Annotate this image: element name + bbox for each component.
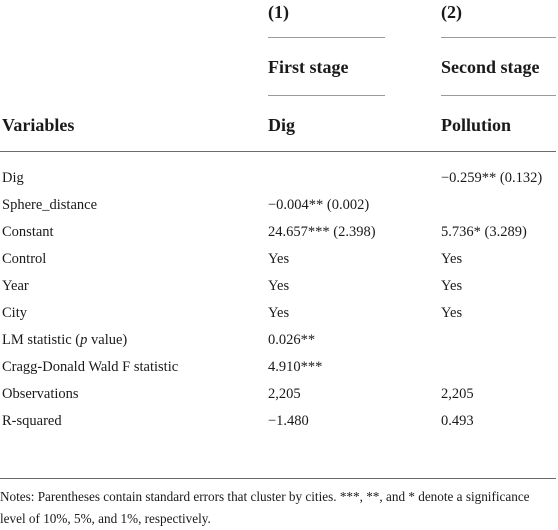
variables-label: Variables xyxy=(2,115,75,135)
row-col2: −0.259** (0.132) xyxy=(441,170,543,186)
row-col2: 0.493 xyxy=(441,413,474,429)
row-variable: Year xyxy=(2,278,29,294)
row-col2: Yes xyxy=(441,305,463,321)
row-variable: Dig xyxy=(2,170,24,186)
row-col1: Yes xyxy=(268,251,290,267)
row-variable: Cragg-Donald Wald F statistic xyxy=(2,359,179,375)
row-col1: Yes xyxy=(268,278,290,294)
row-col2: Yes xyxy=(441,251,463,267)
row-variable xyxy=(2,332,127,349)
row-col2: 5.736* (3.289) xyxy=(441,224,527,240)
col2-stage: Second stage xyxy=(441,57,540,77)
row-col1: 2,205 xyxy=(268,386,301,402)
col1-stage: First stage xyxy=(268,57,349,77)
col1-mid-rule xyxy=(268,95,385,96)
table-notes: Notes: Parentheses contain standard errors that cluster by cities. ***, **, and * denote a significance level of 10%, 5%, and 1%, respectively. xyxy=(0,489,530,526)
row-variable: Control xyxy=(2,251,47,267)
row-variable: Observations xyxy=(2,386,79,402)
row-col2: 2,205 xyxy=(441,386,474,402)
col2-mid-rule xyxy=(441,95,556,96)
col2-top-rule xyxy=(441,37,556,38)
row-variable: R-squared xyxy=(2,413,62,429)
row-variable-pre: LM statistic ( xyxy=(2,332,81,348)
row-variable-post: value) xyxy=(87,332,128,348)
row-col2: Yes xyxy=(441,278,463,294)
col1-number: (1) xyxy=(268,2,289,22)
col2-dependent: Pollution xyxy=(441,115,512,135)
row-variable: Sphere_distance xyxy=(2,197,98,213)
col2-number: (2) xyxy=(441,2,462,22)
table-bottom-rule xyxy=(0,478,556,479)
row-col1: −1.480 xyxy=(268,413,309,429)
row-variable: Constant xyxy=(2,224,54,240)
row-col1: 0.026** xyxy=(268,332,316,348)
row-col1: −0.004** (0.002) xyxy=(268,197,370,213)
row-col1: 24.657*** (2.398) xyxy=(268,224,376,240)
row-col1: 4.910*** xyxy=(268,359,323,375)
col1-top-rule xyxy=(268,37,385,38)
header-bottom-rule xyxy=(0,151,556,152)
row-variable: City xyxy=(2,305,27,321)
row-variable-italic: p xyxy=(80,332,88,348)
row-col1: Yes xyxy=(268,305,290,321)
col1-dependent: Dig xyxy=(268,115,295,135)
